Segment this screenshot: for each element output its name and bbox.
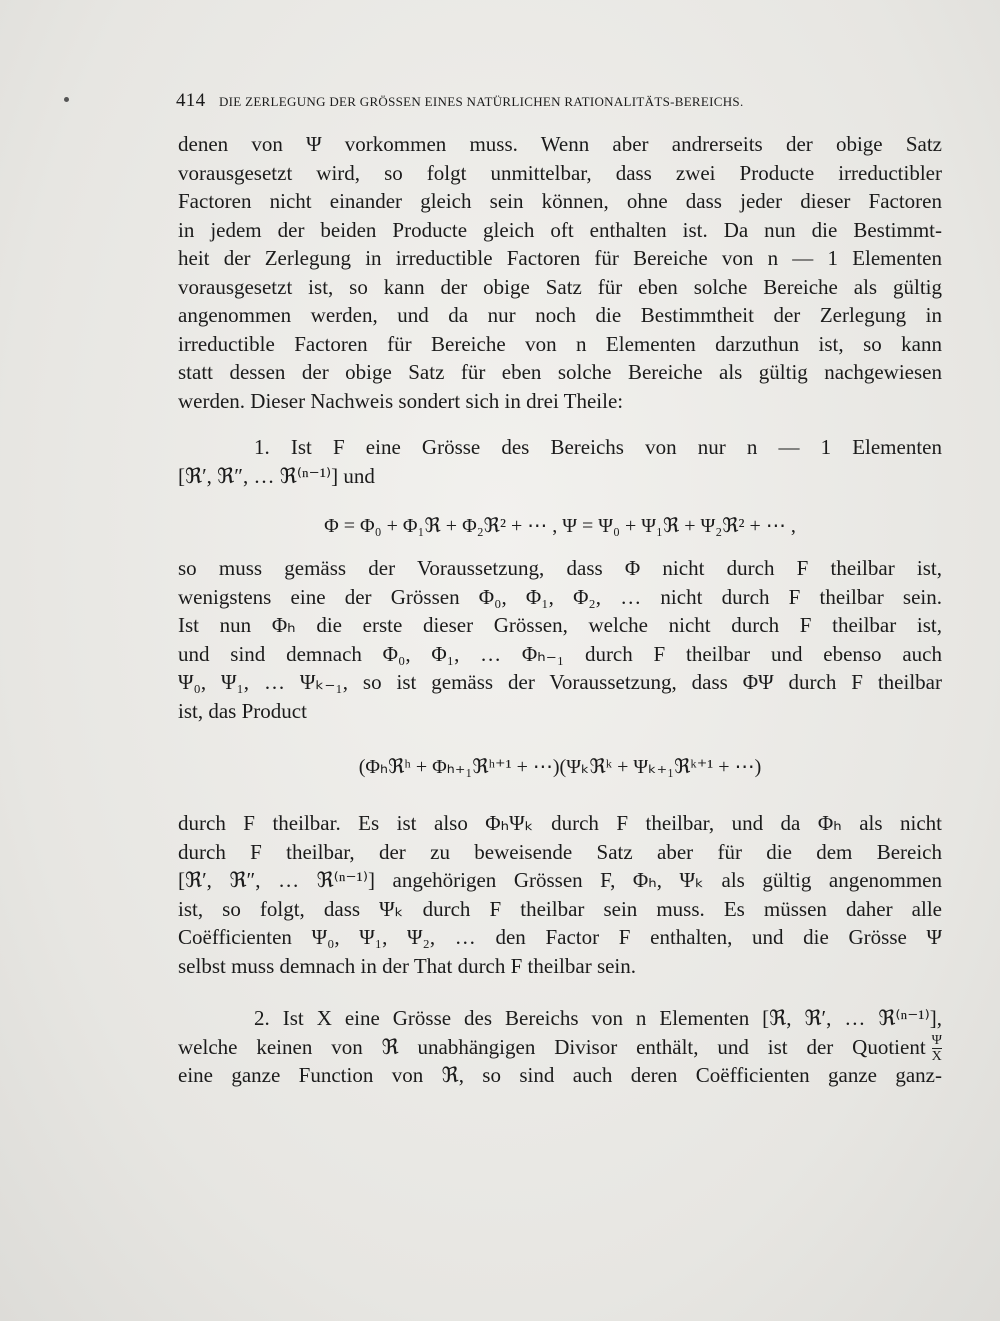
text-line: Coëfficienten Ψ₀, Ψ₁, Ψ₂, … den Factor F enthalten, und die Grösse Ψ (178, 925, 942, 949)
text-line: werden. Dieser Nachweis sondert sich in drei Theile: (178, 388, 624, 413)
running-title: DIE ZERLEGUNG DER GRÖSSEN EINES NATÜRLICHEN RATIONALITÄTS-BEREICHS. (218, 94, 744, 109)
quotient-fraction (932, 1033, 942, 1064)
text-line: vorausgesetzt ist, so kann der obige Satz für eben solche Bereiche als gültig (178, 274, 942, 299)
text-line: heit der Zerlegung in irreductible Factoren für Bereiche von n — 1 Elementen (178, 246, 942, 270)
formula-product: (Φₕℜʰ + Φₕ₊₁ℜʰ⁺¹ + ⋯)(Ψₖℜᵏ + Ψₖ₊₁ℜᵏ⁺¹ + ⋯) (358, 756, 762, 778)
text-line: und sind demnach Φ₀, Φ₁, … Φₕ₋₁ durch F theilbar und ebenso auch (178, 641, 942, 666)
text-line: 2. Ist X eine Grösse des Bereichs von n Elementen [ℜ, ℜ′, … ℜ⁽ⁿ⁻¹⁾], (254, 1006, 942, 1030)
text-line: Factoren nicht einander gleich sein können, ohne dass jeder dieser Factoren (178, 189, 942, 213)
text-line: vorausgesetzt wird, so folgt unmittelbar, dass zwei Producte irreductibler (178, 160, 942, 185)
fraction-numerator: Ψ (931, 1033, 942, 1049)
item-1 (178, 433, 942, 980)
text-line: irreductible Factoren für Bereiche von n Elementen darzuthun ist, so kann (178, 331, 942, 356)
text-line-with-fraction (178, 1033, 942, 1065)
text-line: angenommen werden, und da nur noch die Bestimmtheit der Zerlegung in (178, 303, 942, 327)
text-line: durch F theilbar. Es ist also ΦₕΨₖ durch F theilbar, und da Φₕ als nicht (178, 811, 942, 835)
fraction-denominator: X (931, 1049, 942, 1065)
text-line: wenigstens eine der Grössen Φ₀, Φ₁, Φ₂, … nicht durch F theilbar sein. (178, 584, 942, 609)
text-line: in jedem der beiden Producte gleich oft enthalten ist. Da nun die Bestimmt- (178, 217, 942, 242)
text-line: so muss gemäss der Voraussetzung, dass Φ nicht durch F theilbar ist, (178, 556, 942, 580)
text-line: durch F theilbar, der zu beweisende Satz aber für die dem Bereich (178, 839, 942, 864)
text-fragment: welche keinen von ℜ unabhängigen Divisor enthält, und ist der Quotient (178, 1034, 926, 1059)
text-line: denen von Ψ vorkommen muss. Wenn aber andrerseits der obige Satz (178, 132, 942, 156)
formula-phi-psi: Φ = Φ₀ + Φ₁ℜ + Φ₂ℜ² + ⋯ , Ψ = Ψ₀ + Ψ₁ℜ + Ψ₂ℜ² + ⋯ , (324, 515, 796, 537)
text-line: ist, so folgt, dass Ψₖ durch F theilbar sein muss. Es müssen daher alle (178, 896, 942, 921)
text-line: eine ganze Function von ℜ, so sind auch deren Coëfficienten ganze ganz- (178, 1063, 942, 1087)
ink-speck (64, 97, 69, 102)
text-line: [ℜ′, ℜ″, … ℜ⁽ⁿ⁻¹⁾] angehörigen Grössen F, Φₕ, Ψₖ als gültig angenommen (178, 868, 942, 892)
text-line: 1. Ist F eine Grösse des Bereichs von nur n — 1 Elementen (254, 435, 942, 459)
text-line: statt dessen der obige Satz für eben solche Bereiche als gültig nachgewiesen (178, 360, 942, 384)
paragraph-1 (178, 130, 942, 415)
text-line: Ist nun Φₕ die erste dieser Grössen, welche nicht durch F theilbar ist, (178, 613, 942, 637)
text-line: selbst muss demnach in der That durch F theilbar sein. (178, 953, 637, 978)
text-line: Ψ₀, Ψ₁, … Ψₖ₋₁, so ist gemäss der Voraussetzung, dass ΦΨ durch F theilbar (178, 670, 942, 694)
running-header (176, 90, 896, 112)
item-2 (178, 1004, 942, 1090)
text-line: [ℜ′, ℜ″, … ℜ⁽ⁿ⁻¹⁾] und (178, 463, 375, 488)
text-line: ist, das Product (178, 698, 307, 723)
page-body (178, 130, 942, 1090)
page-number: 414 (176, 90, 206, 111)
